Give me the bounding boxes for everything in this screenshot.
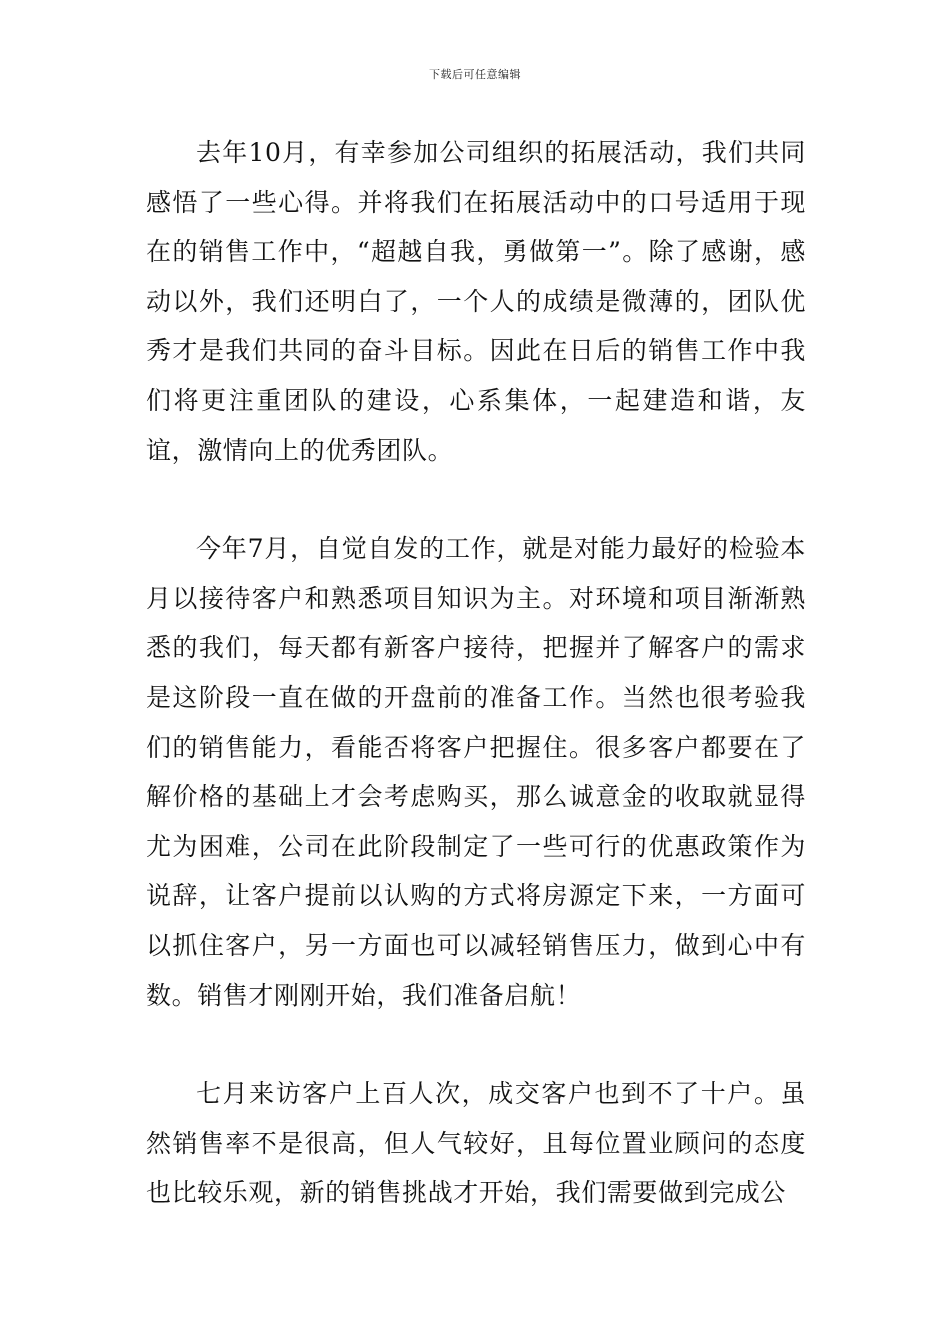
page-header: 下载后可任意编辑 (429, 68, 521, 81)
paragraph-1: 去年10月，有幸参加公司组织的拓展活动，我们共同感悟了一些心得。并将我们在拓展活动中的口号适用于现在的销售工作中，“超越自我，勇做第一”。除了感谢，感动以外，我们还明白了，一个人的成绩是微薄的，团队优秀才是我们共同的奋斗目标。因此在日后的销售工作中我们将更注重团队的建设，心系集体，一起建造和谐，友谊，激情向上的优秀团队。 (146, 138, 806, 465)
paragraph-3: 七月来访客户上百人次，成交客户也到不了十户。虽然销售率不是很高，但人气较好，且每位置业顾问的态度也比较乐观，新的销售挑战才开始，我们需要做到完成公 (146, 1079, 806, 1208)
paragraph-2: 今年7月，自觉自发的工作，就是对能力最好的检验本月以接待客户和熟悉项目知识为主。对环境和项目渐渐熟悉的我们，每天都有新客户接待，把握并了解客户的需求是这阶段一直在做的开盘前的准备工作。当然也很考验我们的销售能力，看能否将客户把握住。很多客户都要在了解价格的基础上才会考虑购买，那么诚意金的收取就显得尤为困难，公司在此阶段制定了一些可行的优惠政策作为说辞，让客户提前以认购的方式将房源定下来，一方面可以抓住客户，另一方面也可以减轻销售压力，做到心中有数。销售才刚刚开始，我们准备启航！ (146, 534, 806, 1010)
document-body (146, 128, 806, 1218)
